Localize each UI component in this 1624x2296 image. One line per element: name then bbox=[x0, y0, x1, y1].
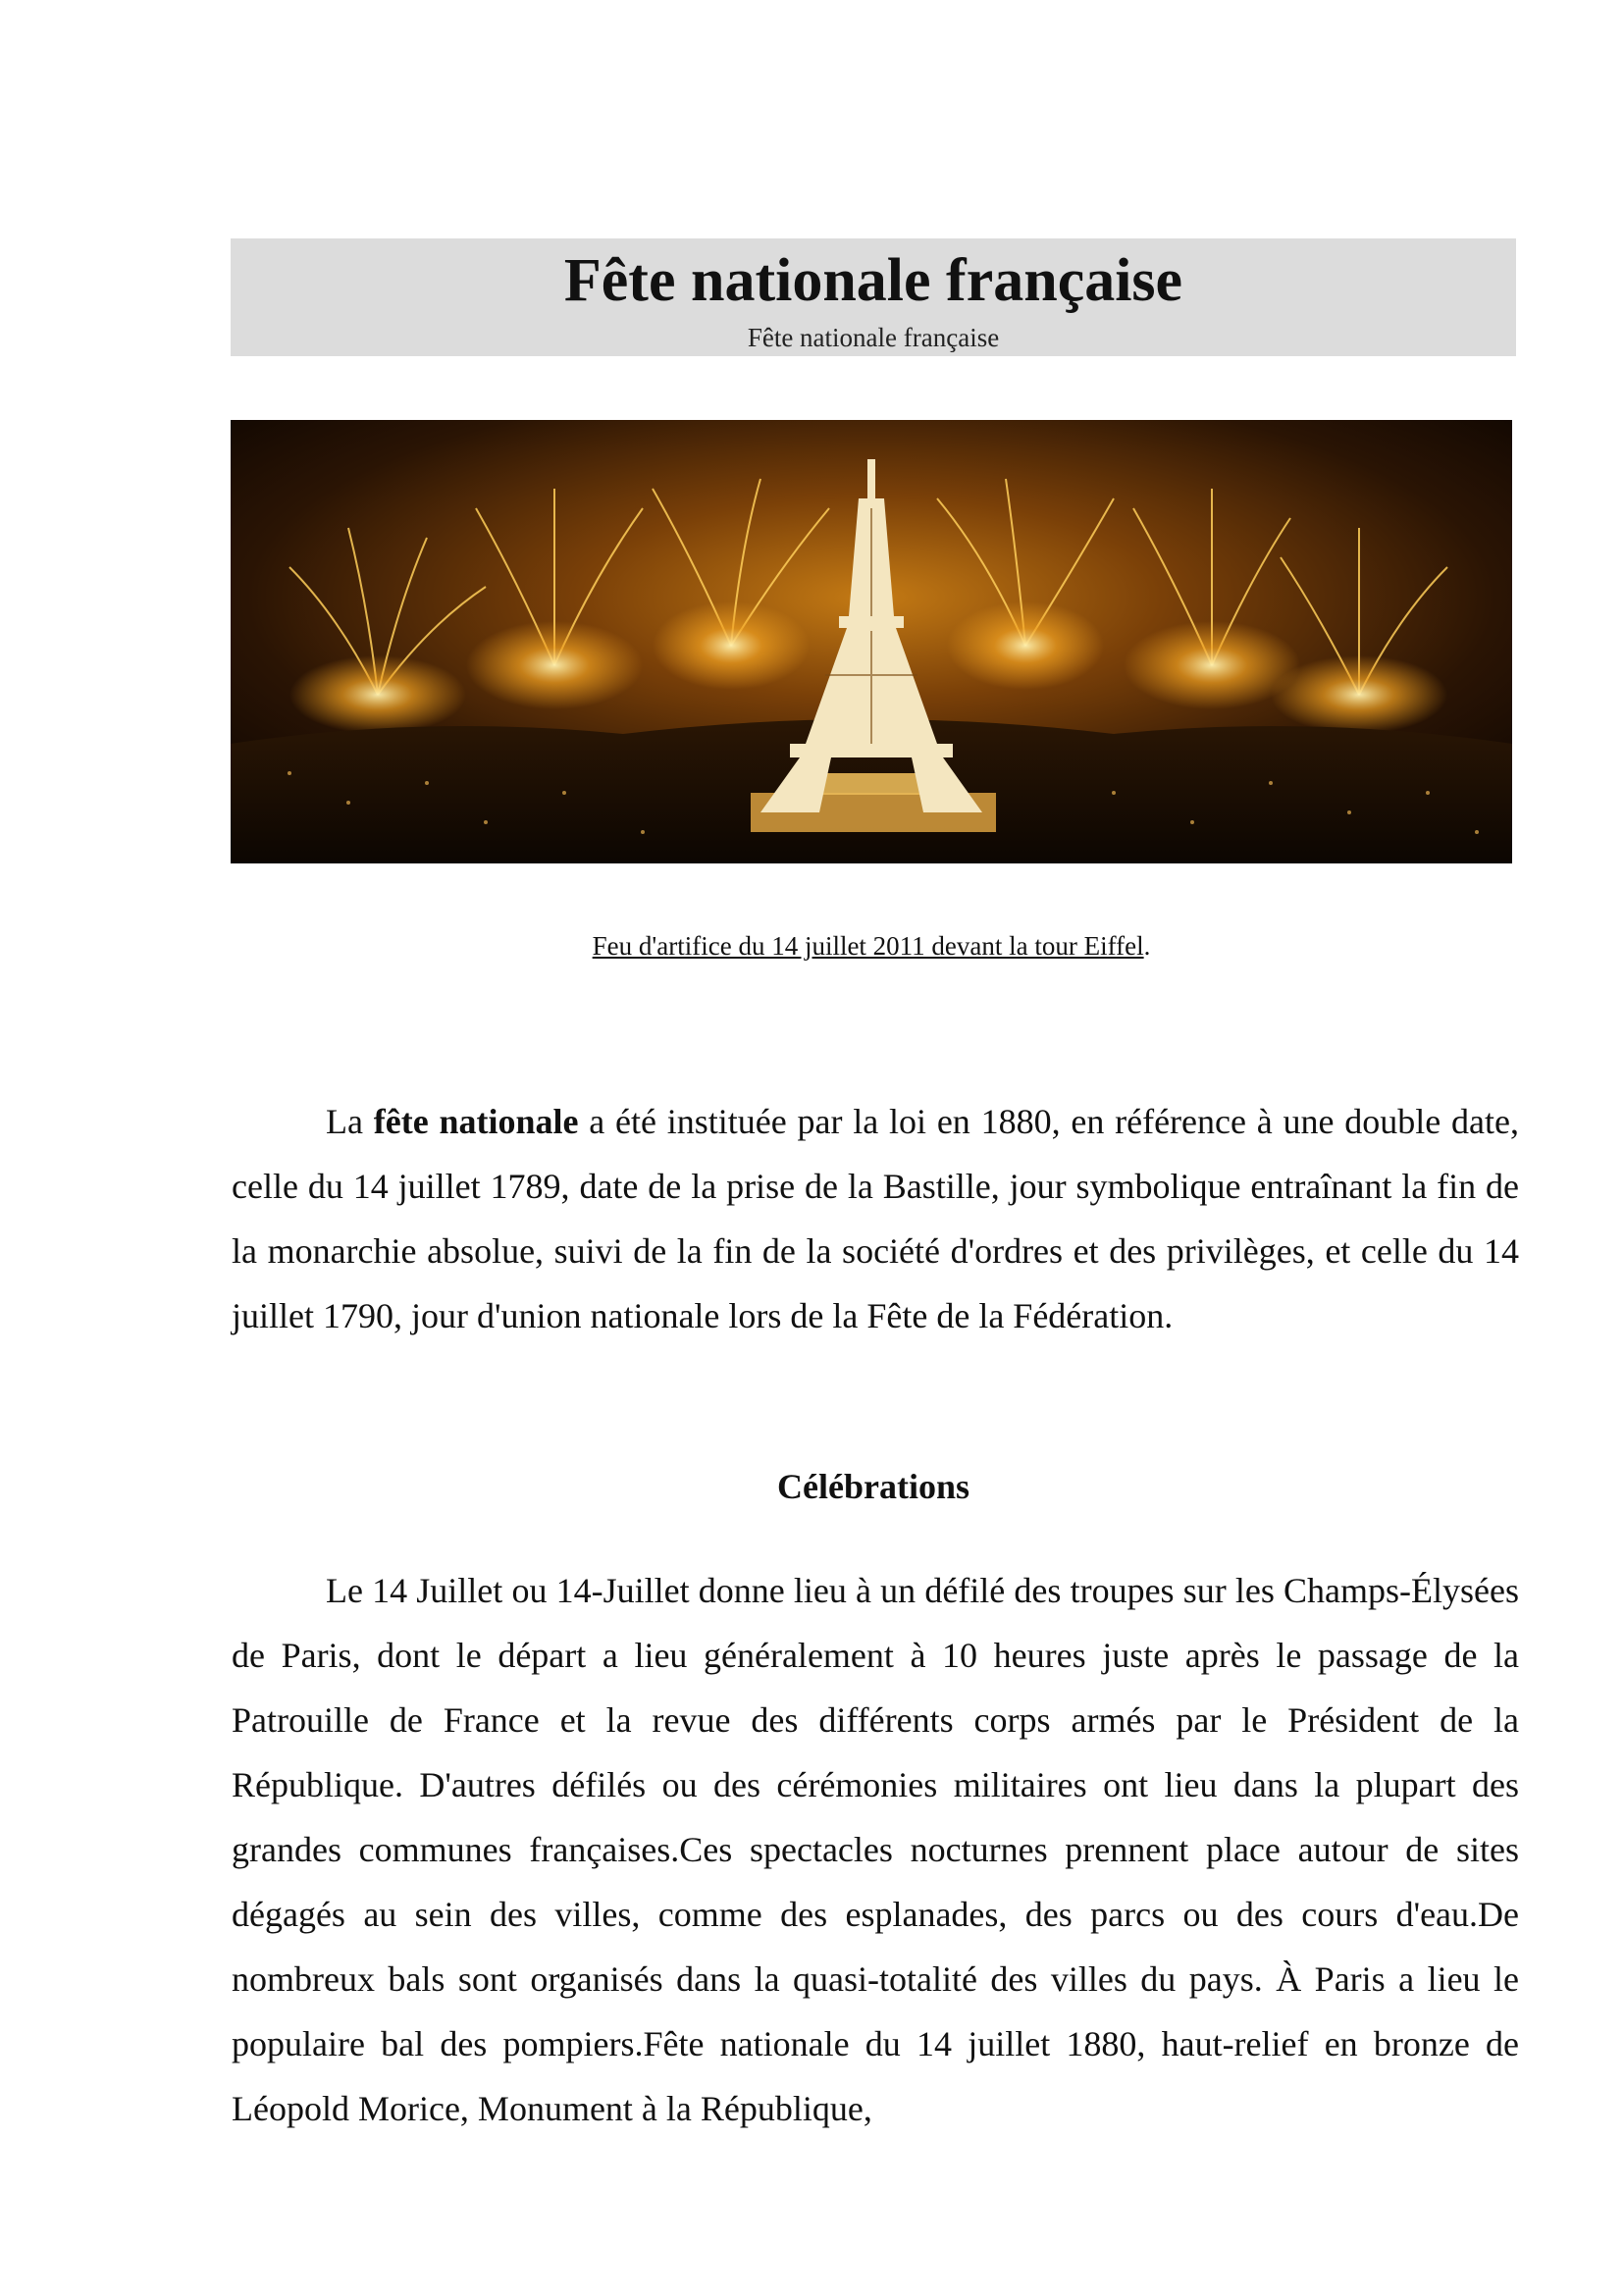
caption-link[interactable]: Feu d'artifice du 14 juillet 2011 devant la tour Eiffel bbox=[592, 931, 1144, 961]
intro-text: a été instituée par la loi en 1880, en référence à une double date, celle du 14 juillet 1789, date de la prise de la Bastille, jour symbolique entraînant la fin de la monarchie absolue, suivi de la fin de la société d'ordres et des privilèges, et celle du 14 juillet 1790, jour d'union nationale lors de la Fête de la Fédération. bbox=[232, 1102, 1519, 1335]
section-heading: Célébrations bbox=[777, 1467, 969, 1506]
section-text: Le 14 Juillet ou 14-Juillet donne lieu à un défilé des troupes sur les Champs-Élysées de Paris, dont le départ a lieu généralement à 10 heures juste après le passage de la Patrouille de France et la revue des différents corps armés par le Président de la République. D'autres défilés ou des cérémonies militaires ont lieu dans la plupart des grandes communes françaises.Ces spectacles nocturnes prennent place autour de sites dégagés au sein des villes, comme des esplanades, des parcs ou des cours d'eau.De nombreux bals sont organisés dans la quasi-totalité des villes du pays. À Paris a lieu le populaire bal des pompiers.Fête nationale du 14 juillet 1880, haut-relief en bronze de Léopold Morice, Monument à la République, bbox=[232, 1571, 1519, 2128]
title-banner bbox=[231, 238, 1516, 356]
page-subtitle: Fête nationale française bbox=[747, 323, 1000, 352]
page-title: Fête nationale française bbox=[563, 247, 1183, 314]
figure-caption bbox=[231, 930, 1512, 962]
intro-paragraph bbox=[232, 1089, 1519, 1348]
eiffel-tower-fireworks-photo bbox=[231, 420, 1512, 863]
caption-period: . bbox=[1143, 931, 1151, 961]
section-paragraph bbox=[232, 1558, 1519, 2141]
intro-lead: La bbox=[326, 1102, 374, 1141]
intro-bold-term: fête nationale bbox=[373, 1102, 579, 1141]
